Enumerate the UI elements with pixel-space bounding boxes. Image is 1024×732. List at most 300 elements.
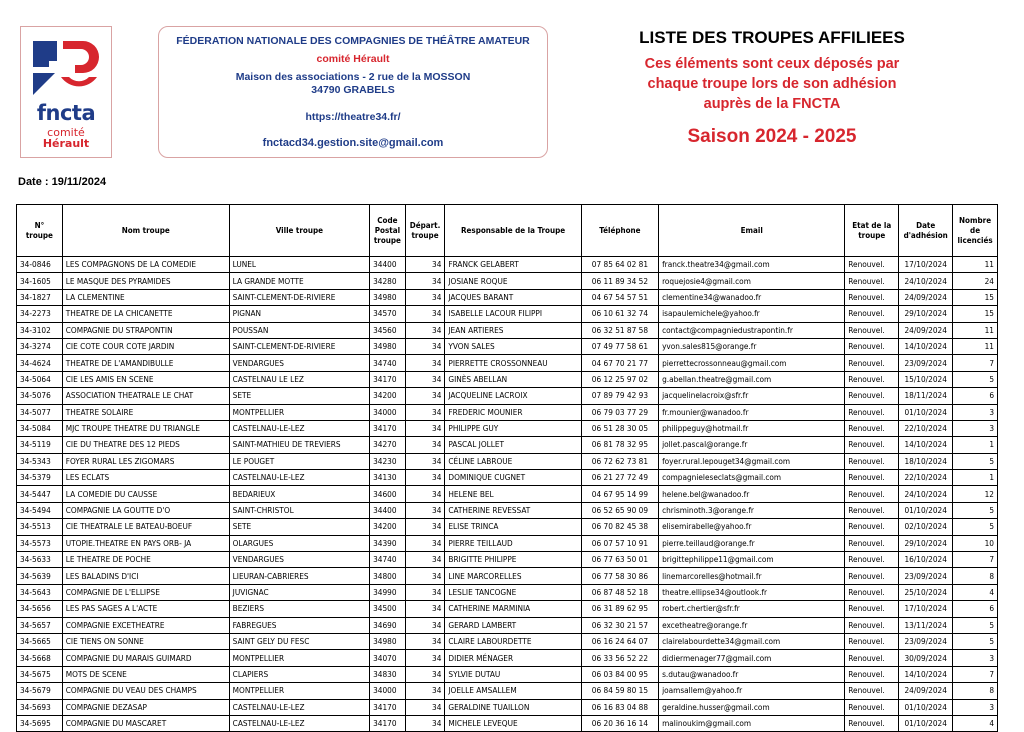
- cell-departement: 34: [405, 683, 445, 699]
- cell-departement: 34: [405, 470, 445, 486]
- cell-ville: LE POUGET: [229, 453, 369, 469]
- cell-code-postal: 34990: [370, 584, 406, 600]
- cell-numero: 34-5657: [17, 617, 63, 633]
- cell-responsable: JOSIANE ROQUE: [445, 273, 581, 289]
- cell-email[interactable]: jollet.pascal@orange.fr: [659, 437, 845, 453]
- cell-departement: 34: [405, 617, 445, 633]
- cell-telephone: 06 77 58 30 86: [581, 568, 658, 584]
- cell-licencies: 7: [953, 666, 998, 682]
- cell-code-postal: 34170: [370, 371, 406, 387]
- cell-date-adhesion: 15/10/2024: [899, 371, 953, 387]
- cell-numero: 34-5665: [17, 633, 63, 649]
- cell-numero: 34-5693: [17, 699, 63, 715]
- cell-licencies: 24: [953, 273, 998, 289]
- col-header-ville: Ville troupe: [229, 205, 369, 257]
- cell-nom: CIE TIENS ON SONNE: [62, 633, 229, 649]
- cell-nom: LA COMEDIE DU CAUSSE: [62, 486, 229, 502]
- cell-date-adhesion: 17/10/2024: [899, 601, 953, 617]
- cell-etat: Renouvel.: [845, 404, 899, 420]
- cell-nom: LES ECLATS: [62, 470, 229, 486]
- cell-date-adhesion: 29/10/2024: [899, 306, 953, 322]
- cell-licencies: 5: [953, 617, 998, 633]
- cell-licencies: 1: [953, 470, 998, 486]
- cell-licencies: 3: [953, 420, 998, 436]
- document-date: Date : 19/11/2024: [18, 176, 107, 188]
- cell-ville: SAINT-CLEMENT-DE-RIVIERE: [229, 289, 369, 305]
- cell-ville: JUVIGNAC: [229, 584, 369, 600]
- cell-nom: COMPAGNIE DE L'ELLIPSE: [62, 584, 229, 600]
- cell-nom: LE THEATRE DE POCHE: [62, 552, 229, 568]
- cell-licencies: 11: [953, 257, 998, 273]
- cell-ville: VENDARGUES: [229, 355, 369, 371]
- cell-telephone: 04 67 95 14 99: [581, 486, 658, 502]
- cell-email[interactable]: roquejosie4@gmail.com: [659, 273, 845, 289]
- cell-nom: COMPAGNIE EXCETHEATRE: [62, 617, 229, 633]
- table-row: [17, 535, 998, 551]
- cell-licencies: 15: [953, 289, 998, 305]
- cell-nom: COMPAGNIE DU STRAPONTIN: [62, 322, 229, 338]
- cell-date-adhesion: 22/10/2024: [899, 470, 953, 486]
- cell-numero: 34-5639: [17, 568, 63, 584]
- cell-ville: SAINT-CHRISTOL: [229, 502, 369, 518]
- cell-date-adhesion: 18/10/2024: [899, 453, 953, 469]
- cell-ville: LA GRANDE MOTTE: [229, 273, 369, 289]
- cell-email[interactable]: robert.chertier@sfr.fr: [659, 601, 845, 617]
- cell-licencies: 5: [953, 633, 998, 649]
- cell-departement: 34: [405, 257, 445, 273]
- cell-telephone: 06 33 56 52 22: [581, 650, 658, 666]
- cell-numero: 34-5675: [17, 666, 63, 682]
- cell-date-adhesion: 14/10/2024: [899, 437, 953, 453]
- troupes-table-body: [17, 257, 998, 732]
- cell-departement: 34: [405, 289, 445, 305]
- cell-departement: 34: [405, 404, 445, 420]
- cell-email[interactable]: pierre.teillaud@orange.fr: [659, 535, 845, 551]
- cell-responsable: GERALDINE TUAILLON: [445, 699, 581, 715]
- cell-nom: CIE THEATRALE LE BATEAU-BOEUF: [62, 519, 229, 535]
- troupes-table: [16, 204, 998, 732]
- cell-nom: COMPAGNIE LA GOUTTE D'O: [62, 502, 229, 518]
- cell-telephone: 06 79 03 77 29: [581, 404, 658, 420]
- table-row: [17, 371, 998, 387]
- cell-telephone: 06 77 63 50 01: [581, 552, 658, 568]
- cell-email[interactable]: brigittephilippe11@gmail.com: [659, 552, 845, 568]
- cell-ville: CASTELNAU-LE-LEZ: [229, 420, 369, 436]
- table-row: [17, 470, 998, 486]
- cell-email[interactable]: pierrettecrossonneau@gmail.com: [659, 355, 845, 371]
- cell-nom: LA CLEMENTINE: [62, 289, 229, 305]
- cell-telephone: 07 49 77 58 61: [581, 338, 658, 354]
- cell-responsable: DOMINIQUE CUGNET: [445, 470, 581, 486]
- cell-numero: 34-5077: [17, 404, 63, 420]
- cell-date-adhesion: 01/10/2024: [899, 715, 953, 731]
- cell-email[interactable]: clairelabourdette34@gmail.com: [659, 633, 845, 649]
- cell-etat: Renouvel.: [845, 519, 899, 535]
- cell-ville: OLARGUES: [229, 535, 369, 551]
- table-row: [17, 666, 998, 682]
- col-header-etat: Etat de la troupe: [845, 205, 899, 257]
- cell-telephone: 06 32 51 87 58: [581, 322, 658, 338]
- cell-email[interactable]: clementine34@wanadoo.fr: [659, 289, 845, 305]
- cell-ville: CASTELNAU-LE-LEZ: [229, 470, 369, 486]
- cell-date-adhesion: 17/10/2024: [899, 257, 953, 273]
- season-label: Saison 2024 - 2025: [687, 126, 857, 147]
- website-link[interactable]: https://theatre34.fr/: [305, 111, 401, 123]
- cell-date-adhesion: 24/09/2024: [899, 683, 953, 699]
- cell-responsable: CATHERINE MARMINIA: [445, 601, 581, 617]
- cell-responsable: JACQUES BARANT: [445, 289, 581, 305]
- cell-date-adhesion: 01/10/2024: [899, 699, 953, 715]
- cell-code-postal: 34170: [370, 715, 406, 731]
- federation-header-box: [158, 26, 548, 158]
- cell-numero: 34-5643: [17, 584, 63, 600]
- cell-ville: SETE: [229, 388, 369, 404]
- cell-numero: 34-5656: [17, 601, 63, 617]
- table-row: [17, 486, 998, 502]
- cell-code-postal: 34830: [370, 666, 406, 682]
- table-row: [17, 355, 998, 371]
- cell-etat: Renouvel.: [845, 257, 899, 273]
- cell-responsable: FRANCK GELABERT: [445, 257, 581, 273]
- cell-etat: Renouvel.: [845, 502, 899, 518]
- cell-numero: 34-5064: [17, 371, 63, 387]
- federation-name: FÉDERATION NATIONALE DES COMPAGNIES DE THÉÂTRE AMATEUR: [176, 35, 530, 47]
- cell-etat: Renouvel.: [845, 420, 899, 436]
- cell-email[interactable]: jacquelinelacroix@sfr.fr: [659, 388, 845, 404]
- cell-code-postal: 34980: [370, 633, 406, 649]
- cell-responsable: LINE MARCORELLES: [445, 568, 581, 584]
- cell-departement: 34: [405, 601, 445, 617]
- cell-licencies: 8: [953, 568, 998, 584]
- table-row: [17, 552, 998, 568]
- cell-departement: 34: [405, 519, 445, 535]
- logo-line-2: Hérault: [42, 137, 90, 150]
- fncta-logo: [20, 26, 112, 158]
- cell-numero: 34-5343: [17, 453, 63, 469]
- col-header-date-adhesion: Date d'adhésion: [899, 205, 953, 257]
- table-row: [17, 289, 998, 305]
- cell-email[interactable]: theatre.ellipse34@outlook.fr: [659, 584, 845, 600]
- cell-responsable: CLAIRE LABOURDETTE: [445, 633, 581, 649]
- cell-email[interactable]: philippeguy@hotmail.fr: [659, 420, 845, 436]
- cell-departement: 34: [405, 306, 445, 322]
- cell-date-adhesion: 23/09/2024: [899, 355, 953, 371]
- table-row: [17, 338, 998, 354]
- cell-etat: Renouvel.: [845, 601, 899, 617]
- cell-licencies: 7: [953, 552, 998, 568]
- cell-telephone: 06 31 89 62 95: [581, 601, 658, 617]
- cell-date-adhesion: 30/09/2024: [899, 650, 953, 666]
- cell-ville: POUSSAN: [229, 322, 369, 338]
- table-row: [17, 601, 998, 617]
- address-line-2: 34790 GRABELS: [311, 84, 395, 96]
- cell-departement: 34: [405, 552, 445, 568]
- cell-etat: Renouvel.: [845, 584, 899, 600]
- cell-email[interactable]: isapaulemichele@yahoo.fr: [659, 306, 845, 322]
- cell-departement: 34: [405, 715, 445, 731]
- cell-code-postal: 34400: [370, 502, 406, 518]
- cell-code-postal: 34570: [370, 306, 406, 322]
- cell-telephone: 06 32 30 21 57: [581, 617, 658, 633]
- cell-email[interactable]: foyer.rural.lepouget34@gmail.com: [659, 453, 845, 469]
- cell-licencies: 7: [953, 355, 998, 371]
- cell-date-adhesion: 14/10/2024: [899, 338, 953, 354]
- cell-etat: Renouvel.: [845, 486, 899, 502]
- cell-email[interactable]: didiermenager77@gmail.com: [659, 650, 845, 666]
- cell-responsable: DIDIER MÉNAGER: [445, 650, 581, 666]
- cell-responsable: FREDERIC MOUNIER: [445, 404, 581, 420]
- cell-nom: MJC TROUPE THEATRE DU TRIANGLE: [62, 420, 229, 436]
- cell-departement: 34: [405, 568, 445, 584]
- cell-departement: 34: [405, 633, 445, 649]
- cell-telephone: 06 16 83 04 88: [581, 699, 658, 715]
- table-row: [17, 437, 998, 453]
- cell-nom: MOTS DE SCENE: [62, 666, 229, 682]
- cell-responsable: PIERRE TEILLAUD: [445, 535, 581, 551]
- cell-date-adhesion: 24/09/2024: [899, 322, 953, 338]
- cell-ville: BEZIERS: [229, 601, 369, 617]
- cell-telephone: 06 72 62 73 81: [581, 453, 658, 469]
- cell-email[interactable]: s.dutau@wanadoo.fr: [659, 666, 845, 682]
- cell-code-postal: 34390: [370, 535, 406, 551]
- cell-responsable: JOELLE AMSALLEM: [445, 683, 581, 699]
- cell-email[interactable]: franck.theatre34@gmail.com: [659, 257, 845, 273]
- cell-departement: 34: [405, 535, 445, 551]
- cell-departement: 34: [405, 502, 445, 518]
- cell-nom: COMPAGNIE DEZASAP: [62, 699, 229, 715]
- cell-licencies: 11: [953, 322, 998, 338]
- cell-responsable: SYLVIE DUTAU: [445, 666, 581, 682]
- cell-code-postal: 34690: [370, 617, 406, 633]
- cell-departement: 34: [405, 420, 445, 436]
- cell-departement: 34: [405, 437, 445, 453]
- cell-date-adhesion: 22/10/2024: [899, 420, 953, 436]
- cell-responsable: BRIGITTE PHILIPPE: [445, 552, 581, 568]
- table-row: [17, 502, 998, 518]
- cell-nom: THEATRE SOLAIRE: [62, 404, 229, 420]
- comite-name: comité Hérault: [316, 53, 390, 65]
- cell-telephone: 06 52 65 90 09: [581, 502, 658, 518]
- table-row: [17, 584, 998, 600]
- cell-numero: 34-5379: [17, 470, 63, 486]
- cell-licencies: 4: [953, 715, 998, 731]
- cell-telephone: 06 07 57 10 91: [581, 535, 658, 551]
- cell-telephone: 04 67 70 21 77: [581, 355, 658, 371]
- cell-departement: 34: [405, 371, 445, 387]
- cell-etat: Renouvel.: [845, 437, 899, 453]
- cell-responsable: CÉLINE LABROUE: [445, 453, 581, 469]
- subtitle-line-2: chaque troupe lors de son adhésion: [647, 76, 897, 92]
- cell-date-adhesion: 25/10/2024: [899, 584, 953, 600]
- cell-responsable: HELENE BEL: [445, 486, 581, 502]
- cell-ville: CASTELNAU-LE-LEZ: [229, 715, 369, 731]
- cell-email[interactable]: joamsallem@yahoo.fr: [659, 683, 845, 699]
- cell-date-adhesion: 29/10/2024: [899, 535, 953, 551]
- col-header-departement: Départ. troupe: [405, 205, 445, 257]
- cell-email[interactable]: contact@compagniedustrapontin.fr: [659, 322, 845, 338]
- cell-numero: 34-1605: [17, 273, 63, 289]
- cell-etat: Renouvel.: [845, 289, 899, 305]
- cell-date-adhesion: 01/10/2024: [899, 502, 953, 518]
- cell-code-postal: 34280: [370, 273, 406, 289]
- cell-code-postal: 34400: [370, 257, 406, 273]
- cell-licencies: 5: [953, 453, 998, 469]
- cell-email[interactable]: fr.mounier@wanadoo.fr: [659, 404, 845, 420]
- cell-code-postal: 34170: [370, 420, 406, 436]
- cell-responsable: PASCAL JOLLET: [445, 437, 581, 453]
- cell-responsable: JACQUELINE LACROIX: [445, 388, 581, 404]
- subtitle-line-1: Ces éléments sont ceux déposés par: [644, 56, 900, 72]
- cell-etat: Renouvel.: [845, 453, 899, 469]
- cell-etat: Renouvel.: [845, 535, 899, 551]
- cell-email[interactable]: excetheatre@orange.fr: [659, 617, 845, 633]
- cell-code-postal: 34600: [370, 486, 406, 502]
- cell-email[interactable]: geraldine.husser@gmail.com: [659, 699, 845, 715]
- cell-code-postal: 34000: [370, 683, 406, 699]
- table-row: [17, 322, 998, 338]
- title-block: [572, 26, 972, 148]
- table-row: [17, 633, 998, 649]
- cell-telephone: 06 81 78 32 95: [581, 437, 658, 453]
- cell-code-postal: 34800: [370, 568, 406, 584]
- cell-licencies: 5: [953, 371, 998, 387]
- cell-telephone: 06 87 48 52 18: [581, 584, 658, 600]
- cell-email[interactable]: linemarcorelles@hotmail.fr: [659, 568, 845, 584]
- cell-code-postal: 34980: [370, 289, 406, 305]
- cell-ville: MONTPELLIER: [229, 683, 369, 699]
- cell-code-postal: 34230: [370, 453, 406, 469]
- cell-etat: Renouvel.: [845, 273, 899, 289]
- table-row: [17, 257, 998, 273]
- col-header-responsable: Responsable de la Troupe: [445, 205, 581, 257]
- cell-date-adhesion: 24/10/2024: [899, 486, 953, 502]
- cell-etat: Renouvel.: [845, 699, 899, 715]
- cell-telephone: 04 67 54 57 51: [581, 289, 658, 305]
- cell-ville: VENDARGUES: [229, 552, 369, 568]
- cell-date-adhesion: 23/09/2024: [899, 568, 953, 584]
- cell-email[interactable]: g.abellan.theatre@gmail.com: [659, 371, 845, 387]
- cell-etat: Renouvel.: [845, 371, 899, 387]
- cell-telephone: 07 89 79 42 93: [581, 388, 658, 404]
- cell-responsable: LESLIE TANCOGNE: [445, 584, 581, 600]
- cell-ville: MONTPELLIER: [229, 650, 369, 666]
- table-row: [17, 420, 998, 436]
- cell-email[interactable]: yvon.sales815@orange.fr: [659, 338, 845, 354]
- cell-ville: SAINT GELY DU FESC: [229, 633, 369, 649]
- cell-licencies: 10: [953, 535, 998, 551]
- cell-licencies: 5: [953, 519, 998, 535]
- col-header-telephone: Téléphone: [581, 205, 658, 257]
- cell-licencies: 5: [953, 502, 998, 518]
- cell-code-postal: 34070: [370, 650, 406, 666]
- cell-departement: 34: [405, 486, 445, 502]
- fncta-logo-mark: [31, 37, 101, 99]
- cell-email[interactable]: compagnieleseclats@gmail.com: [659, 470, 845, 486]
- cell-etat: Renouvel.: [845, 552, 899, 568]
- table-row: [17, 388, 998, 404]
- cell-telephone: 06 16 24 64 07: [581, 633, 658, 649]
- cell-responsable: PIERRETTE CROSSONNEAU: [445, 355, 581, 371]
- cell-licencies: 15: [953, 306, 998, 322]
- table-row: [17, 699, 998, 715]
- table-row: [17, 568, 998, 584]
- cell-code-postal: 34000: [370, 404, 406, 420]
- cell-ville: CLAPIERS: [229, 666, 369, 682]
- cell-code-postal: 34270: [370, 437, 406, 453]
- cell-nom: COMPAGNIE DU MASCARET: [62, 715, 229, 731]
- cell-email[interactable]: elisemirabelle@yahoo.fr: [659, 519, 845, 535]
- cell-email[interactable]: chrisminoth.3@orange.fr: [659, 502, 845, 518]
- cell-etat: Renouvel.: [845, 666, 899, 682]
- cell-date-adhesion: 01/10/2024: [899, 404, 953, 420]
- contact-email[interactable]: fnctacd34.gestion.site@gmail.com: [262, 137, 444, 149]
- cell-nom: FOYER RURAL LES ZIGOMARS: [62, 453, 229, 469]
- table-row: [17, 617, 998, 633]
- cell-departement: 34: [405, 322, 445, 338]
- cell-etat: Renouvel.: [845, 617, 899, 633]
- cell-telephone: 06 70 82 45 38: [581, 519, 658, 535]
- cell-licencies: 11: [953, 338, 998, 354]
- table-row: [17, 453, 998, 469]
- cell-email[interactable]: malinoukim@gmail.com: [659, 715, 845, 731]
- cell-nom: CIE LES AMIS EN SCENE: [62, 371, 229, 387]
- cell-ville: LUNEL: [229, 257, 369, 273]
- cell-departement: 34: [405, 273, 445, 289]
- cell-responsable: ELISE TRINCA: [445, 519, 581, 535]
- cell-code-postal: 34130: [370, 470, 406, 486]
- cell-telephone: 06 10 61 32 74: [581, 306, 658, 322]
- table-row: [17, 650, 998, 666]
- cell-telephone: 06 11 89 34 52: [581, 273, 658, 289]
- cell-nom: CIE COTE COUR COTE JARDIN: [62, 338, 229, 354]
- cell-numero: 34-5633: [17, 552, 63, 568]
- cell-licencies: 3: [953, 699, 998, 715]
- cell-ville: SETE: [229, 519, 369, 535]
- cell-nom: CIE DU THEATRE DES 12 PIEDS: [62, 437, 229, 453]
- cell-date-adhesion: 16/10/2024: [899, 552, 953, 568]
- cell-etat: Renouvel.: [845, 650, 899, 666]
- cell-ville: LIEURAN-CABRIERES: [229, 568, 369, 584]
- cell-numero: 34-5084: [17, 420, 63, 436]
- cell-nom: UTOPIE.THEATRE EN PAYS ORB- JA: [62, 535, 229, 551]
- table-row: [17, 404, 998, 420]
- cell-telephone: 06 12 25 97 02: [581, 371, 658, 387]
- cell-departement: 34: [405, 650, 445, 666]
- cell-nom: LES BALADINS D'ICI: [62, 568, 229, 584]
- cell-departement: 34: [405, 388, 445, 404]
- cell-nom: COMPAGNIE DU VEAU DES CHAMPS: [62, 683, 229, 699]
- cell-ville: PIGNAN: [229, 306, 369, 322]
- cell-code-postal: 34980: [370, 338, 406, 354]
- table-row: [17, 273, 998, 289]
- cell-etat: Renouvel.: [845, 683, 899, 699]
- cell-telephone: 06 21 27 72 49: [581, 470, 658, 486]
- cell-code-postal: 34200: [370, 388, 406, 404]
- cell-date-adhesion: 24/10/2024: [899, 273, 953, 289]
- cell-etat: Renouvel.: [845, 355, 899, 371]
- cell-responsable: MICHELE LEVEQUE: [445, 715, 581, 731]
- table-header-row: [17, 205, 998, 257]
- cell-code-postal: 34170: [370, 699, 406, 715]
- cell-licencies: 4: [953, 584, 998, 600]
- cell-code-postal: 34560: [370, 322, 406, 338]
- cell-numero: 34-5513: [17, 519, 63, 535]
- cell-email[interactable]: helene.bel@wanadoo.fr: [659, 486, 845, 502]
- cell-licencies: 3: [953, 404, 998, 420]
- cell-departement: 34: [405, 355, 445, 371]
- col-header-email: Email: [659, 205, 845, 257]
- cell-licencies: 3: [953, 650, 998, 666]
